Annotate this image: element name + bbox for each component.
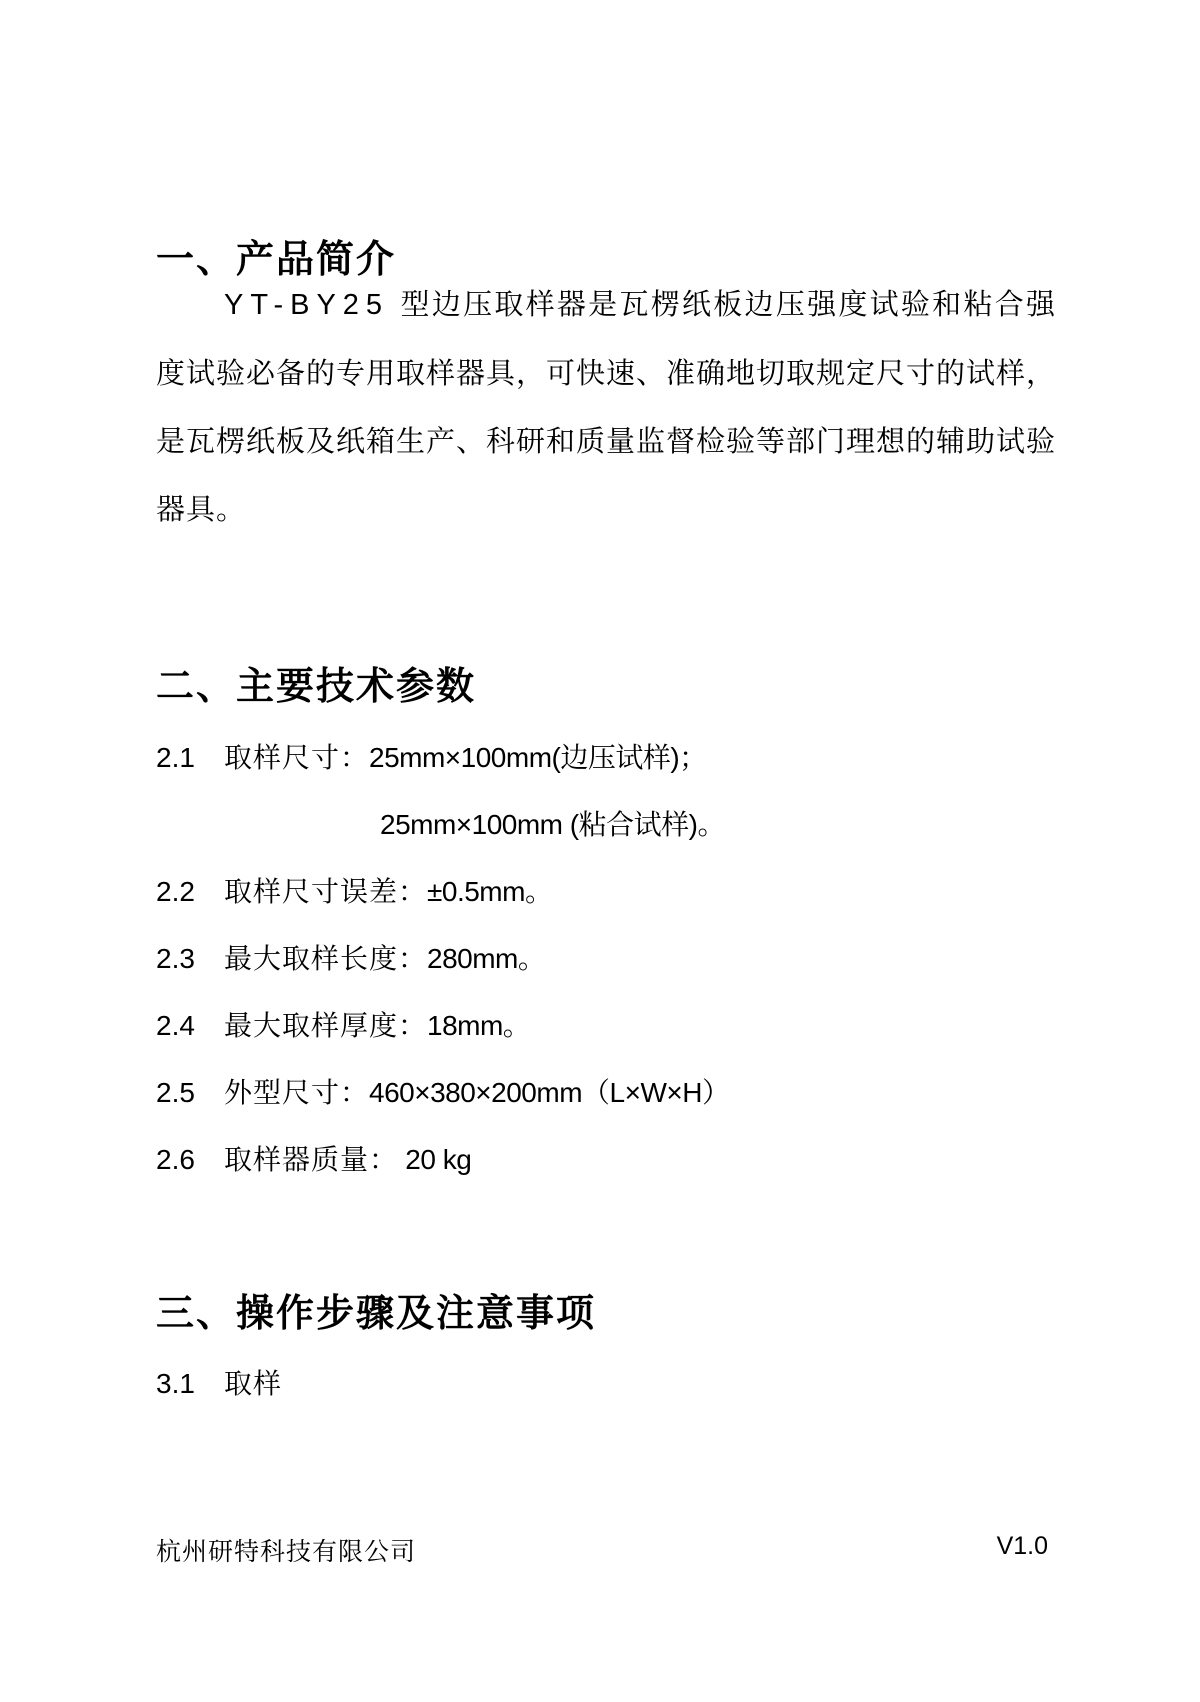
spec-row — [156, 1073, 729, 1113]
spec-number: 2.5 — [156, 1077, 195, 1108]
footer-version: V1.0 — [996, 1532, 1048, 1560]
section-3-title: 三、操作步骤及注意事项 — [156, 1291, 597, 1335]
spec-value: 25mm×100mm(边压试样)； — [369, 742, 707, 773]
spec-number: 2.4 — [156, 1010, 195, 1041]
spec-label: 最大取样长度： — [224, 942, 428, 975]
step-row — [156, 1364, 282, 1404]
spec-value: 18mm。 — [427, 1010, 531, 1041]
spec-row — [156, 1006, 530, 1046]
spec-row — [156, 738, 707, 778]
footer-company-name: 杭州研特科技有限公司 — [156, 1537, 417, 1566]
spec-2-1-continuation: 25mm×100mm (粘合试样)。 — [380, 809, 725, 840]
spec-value: 280mm。 — [427, 943, 546, 974]
spec-value: 460×380×200mm（L×W×H） — [369, 1077, 730, 1108]
spec-number: 2.2 — [156, 876, 195, 907]
spec-row — [156, 939, 545, 979]
spec-label: 最大取样厚度： — [224, 1009, 428, 1042]
spec-label: 外型尺寸： — [224, 1076, 370, 1109]
spec-number: 2.6 — [156, 1144, 195, 1175]
spec-number: 2.1 — [156, 742, 195, 773]
spec-label: 取样尺寸误差： — [224, 875, 428, 908]
spec-label: 取样器质量： — [224, 1143, 399, 1176]
spec-label: 取样尺寸： — [224, 741, 370, 774]
section-2-title: 二、主要技术参数 — [156, 664, 477, 708]
step-label: 取样 — [224, 1367, 283, 1400]
section-1-title: 一、产品简介 — [156, 237, 397, 281]
spec-row — [156, 872, 552, 912]
step-number: 3.1 — [156, 1368, 195, 1399]
product-intro-text: 型边压取样器是瓦楞纸板边压强度试验和粘合强度试验必备的专用取样器具，可快速、准确地切取规定尺寸的试样，是瓦楞纸板及纸箱生产、科研和质量监督检验等部门理想的辅助试验器具。 — [156, 287, 1057, 526]
spec-value: 20 kg — [398, 1144, 472, 1175]
product-model: YT-BY25 — [224, 289, 390, 321]
spec-value: ±0.5mm。 — [427, 876, 553, 907]
spec-number: 2.3 — [156, 943, 195, 974]
spec-row — [156, 1140, 471, 1180]
product-intro-paragraph — [156, 270, 1056, 543]
